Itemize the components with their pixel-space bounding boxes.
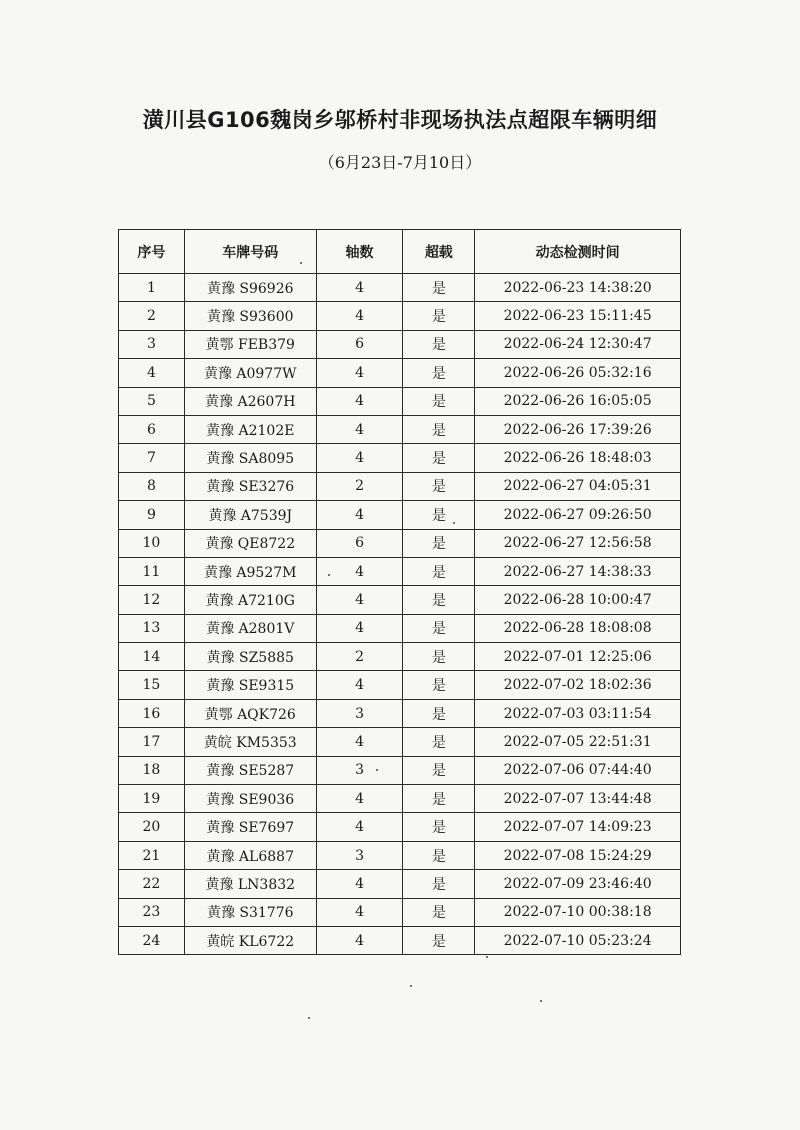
- cell-axles: 4: [316, 444, 403, 472]
- cell-plate: 黄鄂 AQK726: [184, 699, 316, 727]
- cell-axles: 4: [316, 359, 403, 387]
- table-row: [119, 841, 681, 869]
- cell-axles: 4: [316, 728, 403, 756]
- cell-axles: 4: [316, 586, 403, 614]
- cell-index: 16: [119, 699, 185, 727]
- cell-plate: 黄豫 A7539J: [184, 501, 316, 529]
- cell-axles: 4: [316, 926, 403, 954]
- table-row: [119, 330, 681, 358]
- cell-index: 9: [119, 501, 185, 529]
- cell-detect-time: 2022-07-10 00:38:18: [475, 898, 681, 926]
- cell-axles: 2: [316, 643, 403, 671]
- cell-overload: 是: [403, 756, 475, 784]
- cell-overload: 是: [403, 529, 475, 557]
- cell-axles: 3: [316, 699, 403, 727]
- cell-detect-time: 2022-06-26 18:48:03: [475, 444, 681, 472]
- cell-detect-time: 2022-06-28 10:00:47: [475, 586, 681, 614]
- cell-overload: 是: [403, 643, 475, 671]
- table-row: [119, 501, 681, 529]
- cell-plate: 黄豫 QE8722: [184, 529, 316, 557]
- cell-axles: 6: [316, 529, 403, 557]
- cell-axles: 4: [316, 557, 403, 585]
- cell-overload: 是: [403, 614, 475, 642]
- cell-detect-time: 2022-06-27 14:38:33: [475, 557, 681, 585]
- cell-axles: 4: [316, 415, 403, 443]
- cell-detect-time: 2022-07-07 14:09:23: [475, 813, 681, 841]
- cell-plate: 黄豫 SE7697: [184, 813, 316, 841]
- cell-detect-time: 2022-06-26 05:32:16: [475, 359, 681, 387]
- cell-index: 13: [119, 614, 185, 642]
- cell-overload: 是: [403, 785, 475, 813]
- cell-plate: 黄豫 S93600: [184, 302, 316, 330]
- cell-plate: 黄豫 A2607H: [184, 387, 316, 415]
- cell-axles: 4: [316, 387, 403, 415]
- cell-plate: 黄豫 SZ5885: [184, 643, 316, 671]
- cell-axles: 2: [316, 472, 403, 500]
- cell-index: 24: [119, 926, 185, 954]
- table-row: [119, 302, 681, 330]
- cell-index: 2: [119, 302, 185, 330]
- header-plate: 车牌号码: [184, 230, 316, 274]
- cell-detect-time: 2022-07-02 18:02:36: [475, 671, 681, 699]
- header-axles: 轴数: [316, 230, 403, 274]
- table-row: [119, 870, 681, 898]
- cell-detect-time: 2022-06-28 18:08:08: [475, 614, 681, 642]
- cell-index: 7: [119, 444, 185, 472]
- cell-plate: 黄豫 A2102E: [184, 415, 316, 443]
- cell-detect-time: 2022-06-26 16:05:05: [475, 387, 681, 415]
- cell-index: 3: [119, 330, 185, 358]
- table-row: [119, 359, 681, 387]
- table-row: [119, 415, 681, 443]
- cell-detect-time: 2022-07-05 22:51:31: [475, 728, 681, 756]
- cell-overload: 是: [403, 813, 475, 841]
- table-row: [119, 813, 681, 841]
- cell-plate: 黄豫 SE9315: [184, 671, 316, 699]
- cell-axles: 4: [316, 813, 403, 841]
- cell-detect-time: 2022-06-23 15:11:45: [475, 302, 681, 330]
- vehicle-table: [118, 229, 681, 955]
- table-row: [119, 557, 681, 585]
- cell-overload: 是: [403, 926, 475, 954]
- cell-plate: 黄豫 SE5287: [184, 756, 316, 784]
- cell-index: 5: [119, 387, 185, 415]
- cell-detect-time: 2022-06-24 12:30:47: [475, 330, 681, 358]
- cell-overload: 是: [403, 501, 475, 529]
- cell-detect-time: 2022-07-10 05:23:24: [475, 926, 681, 954]
- cell-axles: 4: [316, 501, 403, 529]
- cell-overload: 是: [403, 330, 475, 358]
- cell-index: 8: [119, 472, 185, 500]
- cell-axles: 3: [316, 841, 403, 869]
- cell-overload: 是: [403, 415, 475, 443]
- cell-index: 17: [119, 728, 185, 756]
- table-row: [119, 529, 681, 557]
- cell-index: 20: [119, 813, 185, 841]
- cell-overload: 是: [403, 274, 475, 302]
- cell-plate: 黄豫 LN3832: [184, 870, 316, 898]
- cell-overload: 是: [403, 728, 475, 756]
- cell-detect-time: 2022-06-23 14:38:20: [475, 274, 681, 302]
- cell-axles: 4: [316, 302, 403, 330]
- cell-index: 4: [119, 359, 185, 387]
- cell-axles: 4: [316, 274, 403, 302]
- cell-plate: 黄皖 KM5353: [184, 728, 316, 756]
- cell-detect-time: 2022-07-09 23:46:40: [475, 870, 681, 898]
- cell-index: 22: [119, 870, 185, 898]
- cell-overload: 是: [403, 444, 475, 472]
- cell-overload: 是: [403, 472, 475, 500]
- cell-detect-time: 2022-06-27 09:26:50: [475, 501, 681, 529]
- cell-overload: 是: [403, 557, 475, 585]
- cell-index: 14: [119, 643, 185, 671]
- table-row: [119, 274, 681, 302]
- cell-plate: 黄豫 SA8095: [184, 444, 316, 472]
- cell-index: 21: [119, 841, 185, 869]
- cell-overload: 是: [403, 302, 475, 330]
- table-row: [119, 614, 681, 642]
- cell-index: 18: [119, 756, 185, 784]
- cell-overload: 是: [403, 359, 475, 387]
- cell-overload: 是: [403, 671, 475, 699]
- cell-index: 15: [119, 671, 185, 699]
- cell-overload: 是: [403, 898, 475, 926]
- header-index: 序号: [119, 230, 185, 274]
- cell-overload: 是: [403, 387, 475, 415]
- cell-detect-time: 2022-06-26 17:39:26: [475, 415, 681, 443]
- cell-plate: 黄皖 KL6722: [184, 926, 316, 954]
- cell-plate: 黄鄂 FEB379: [184, 330, 316, 358]
- cell-plate: 黄豫 S96926: [184, 274, 316, 302]
- table-row: [119, 643, 681, 671]
- header-overload: 超载: [403, 230, 475, 274]
- cell-axles: 6: [316, 330, 403, 358]
- table-row: [119, 472, 681, 500]
- table-header-row: [119, 230, 681, 274]
- cell-index: 12: [119, 586, 185, 614]
- table-row: [119, 586, 681, 614]
- cell-plate: 黄豫 S31776: [184, 898, 316, 926]
- cell-plate: 黄豫 A9527M: [184, 557, 316, 585]
- cell-detect-time: 2022-07-07 13:44:48: [475, 785, 681, 813]
- cell-overload: 是: [403, 586, 475, 614]
- table-row: [119, 898, 681, 926]
- cell-axles: 4: [316, 785, 403, 813]
- cell-index: 11: [119, 557, 185, 585]
- cell-plate: 黄豫 A2801V: [184, 614, 316, 642]
- table-body: [119, 274, 681, 955]
- cell-axles: 4: [316, 870, 403, 898]
- cell-detect-time: 2022-07-08 15:24:29: [475, 841, 681, 869]
- header-detect-time: 动态检测时间: [475, 230, 681, 274]
- table-row: [119, 728, 681, 756]
- cell-index: 23: [119, 898, 185, 926]
- cell-detect-time: 2022-07-06 07:44:40: [475, 756, 681, 784]
- table-row: [119, 699, 681, 727]
- cell-plate: 黄豫 AL6887: [184, 841, 316, 869]
- cell-axles: 3: [316, 756, 403, 784]
- cell-detect-time: 2022-06-27 04:05:31: [475, 472, 681, 500]
- cell-detect-time: 2022-07-01 12:25:06: [475, 643, 681, 671]
- table-row: [119, 785, 681, 813]
- cell-axles: 4: [316, 614, 403, 642]
- cell-axles: 4: [316, 898, 403, 926]
- cell-plate: 黄豫 SE9036: [184, 785, 316, 813]
- document-title: 潢川县G106魏岗乡邬桥村非现场执法点超限车辆明细: [142, 108, 658, 132]
- cell-index: 10: [119, 529, 185, 557]
- cell-overload: 是: [403, 841, 475, 869]
- cell-index: 6: [119, 415, 185, 443]
- cell-axles: 4: [316, 671, 403, 699]
- cell-plate: 黄豫 A7210G: [184, 586, 316, 614]
- cell-plate: 黄豫 SE3276: [184, 472, 316, 500]
- cell-detect-time: 2022-07-03 03:11:54: [475, 699, 681, 727]
- cell-detect-time: 2022-06-27 12:56:58: [475, 529, 681, 557]
- table-row: [119, 671, 681, 699]
- date-range-subtitle: （6月23日-7月10日）: [318, 153, 482, 172]
- table-row: [119, 756, 681, 784]
- cell-index: 19: [119, 785, 185, 813]
- table-row: [119, 926, 681, 954]
- cell-overload: 是: [403, 870, 475, 898]
- cell-plate: 黄豫 A0977W: [184, 359, 316, 387]
- cell-overload: 是: [403, 699, 475, 727]
- cell-index: 1: [119, 274, 185, 302]
- table-row: [119, 387, 681, 415]
- table-row: [119, 444, 681, 472]
